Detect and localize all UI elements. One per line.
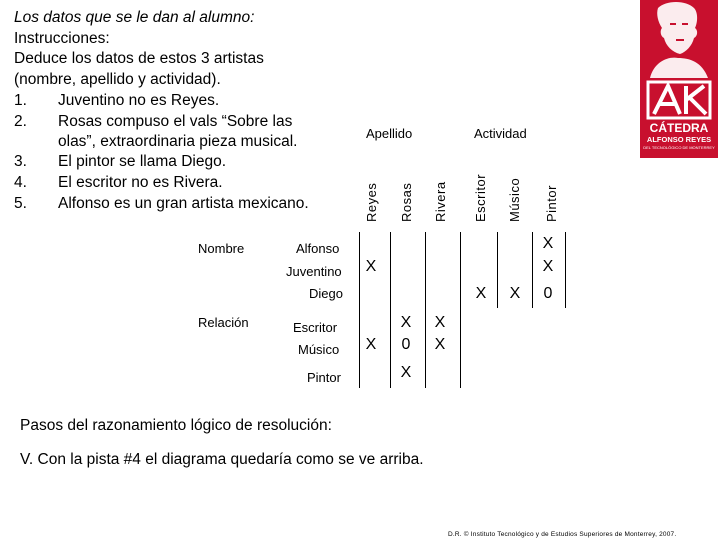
grid-mark: 0: [543, 285, 553, 302]
column-header-musico: Músico: [507, 177, 522, 222]
grid-divider: [425, 232, 426, 388]
grid-mark: X: [509, 285, 521, 302]
column-header-reyes: Reyes: [364, 182, 379, 222]
grid-divider: [497, 232, 498, 308]
row-label-escritor: Escritor: [293, 320, 338, 335]
grid-divider: [565, 232, 566, 308]
grid-mark: X: [434, 314, 446, 331]
grid-mark: X: [542, 235, 554, 252]
clue-3-number: 3.: [14, 153, 27, 170]
grid-mark: X: [365, 336, 377, 353]
grid-mark: X: [365, 258, 377, 275]
group-header-nombre: Nombre: [198, 241, 245, 256]
clue-3-text: El pintor se llama Diego.: [58, 153, 226, 170]
column-header-rosas: Rosas: [399, 182, 414, 222]
column-header-rivera: Rivera: [433, 181, 448, 222]
grid-mark: X: [475, 285, 487, 302]
grid-divider: [359, 232, 360, 388]
group-header-actividad: Actividad: [474, 126, 527, 141]
clue-1-number: 1.: [14, 92, 27, 109]
grid-mark: X: [434, 336, 446, 353]
clue-2-number: 2.: [14, 113, 27, 130]
group-header-relacion: Relación: [198, 315, 249, 330]
clue-5-text: Alfonso es un gran artista mexicano.: [58, 195, 309, 212]
clue-5-number: 5.: [14, 195, 27, 212]
instructions-heading: Instrucciones:: [14, 30, 110, 47]
logo-subtitle: ALFONSO REYES: [646, 135, 712, 144]
page-title: Los datos que se le dan al alumno:: [14, 9, 255, 26]
catedra-alfonso-reyes-logo: [640, 0, 718, 158]
intro-line-2: (nombre, apellido y actividad).: [14, 71, 221, 88]
clue-2-text-cont: olas”, extraordinaria pieza musical.: [58, 133, 298, 150]
clue-2-text: Rosas compuso el vals “Sobre las: [58, 113, 293, 130]
copyright-footer: D.R. © Instituto Tecnológico y de Estudios Superiores de Monterrey, 2007.: [448, 531, 677, 538]
column-header-escritor: Escritor: [473, 173, 488, 222]
column-header-pintor: Pintor: [544, 185, 559, 222]
grid-mark: X: [400, 314, 412, 331]
logo-caption: DEL TECNOLÓGICO DE MONTERREY: [643, 145, 715, 150]
grid-mark: X: [400, 364, 412, 381]
logo-title: CÁTEDRA: [649, 121, 709, 135]
clue-1-text: Juventino no es Reyes.: [58, 92, 220, 109]
intro-line-1: Deduce los datos de estos 3 artistas: [14, 50, 264, 67]
step-text: V. Con la pista #4 el diagrama quedaría como se ve arriba.: [20, 451, 424, 468]
grid-divider: [460, 232, 461, 388]
row-label-juventino: Juventino: [286, 264, 342, 279]
row-label-musico: Músico: [298, 342, 340, 357]
steps-heading: Pasos del razonamiento lógico de resolución:: [20, 417, 332, 434]
grid-divider: [390, 232, 391, 388]
row-label-alfonso: Alfonso: [296, 241, 340, 256]
clue-4-number: 4.: [14, 174, 27, 191]
grid-divider: [532, 232, 533, 308]
grid-mark: X: [542, 258, 554, 275]
row-label-pintor: Pintor: [307, 370, 341, 385]
grid-mark: 0: [401, 336, 411, 353]
clue-4-text: El escritor no es Rivera.: [58, 174, 223, 191]
row-label-diego: Diego: [309, 286, 343, 301]
group-header-apellido: Apellido: [366, 126, 413, 141]
